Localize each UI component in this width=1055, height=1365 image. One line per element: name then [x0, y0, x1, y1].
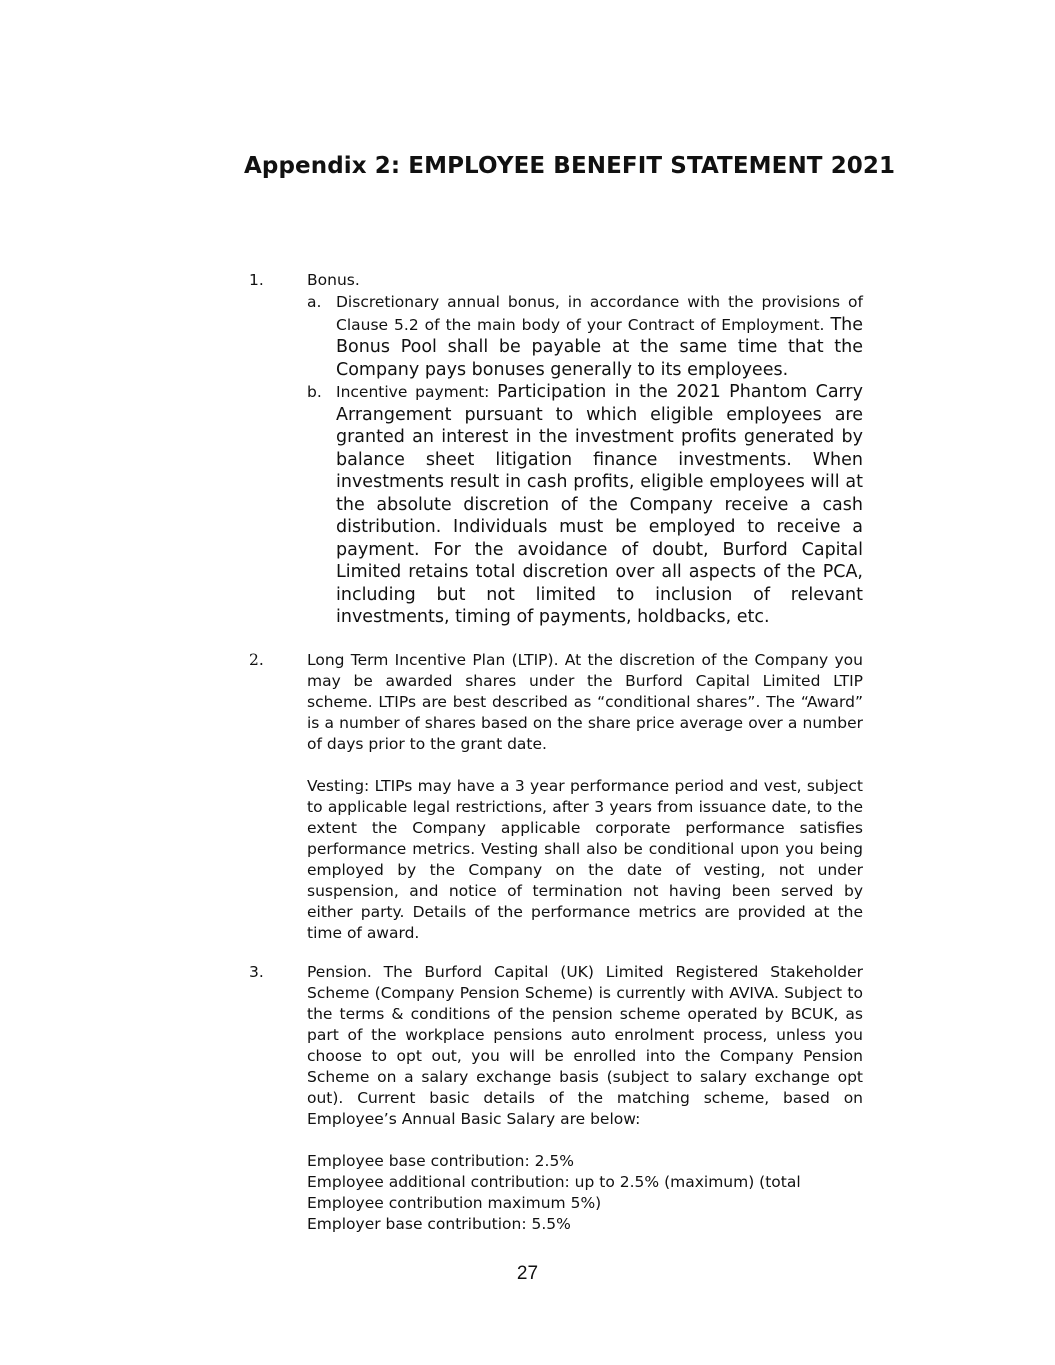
ltip-vesting-paragraph: Vesting: LTIPs may have a 3 year performance period and vest, subject to applicable legal restrictions, after 3 years from issuance date, to the extent the Company applicable corporate performance satisfies performance metrics. Vesting shall also be conditional upon you being employed by the Company on the date of vesting, not under suspension, and notice of termination not having been served by either party. Details of the performance metrics are provided at the time of award. [307, 777, 863, 942]
section-number-bonus: 1. [249, 271, 264, 289]
bonus-item-b-text-large: Participation in the 2021 Phantom Carry Arrangement pursuant to which eligible employees are granted an interest in the investment profits generated by balance sheet litigation finance investments. When investments result in cash profits, eligible employees will at the absolute discretion of the Company receive a cash distribution. Individuals must be employed to receive a payment. For the avoidance of doubt, Burford Capital Limited retains total discretion over all aspects of the PCA, including but not limited to inclusion of relevant investments, timing of payments, holdbacks, etc. [336, 382, 863, 627]
contribution-employee-base: Employee base contribution: 2.5% [307, 1152, 575, 1170]
bonus-item-b [307, 381, 863, 629]
section-number-ltip: 2. [249, 651, 264, 669]
bonus-item-a-label: a. [307, 293, 322, 311]
bonus-item-b-label: b. [307, 383, 322, 401]
page-number: 27 [516, 1263, 539, 1284]
section-ltip [307, 650, 863, 944]
page-title: Appendix 2: EMPLOYEE BENEFIT STATEMENT 2021 [244, 153, 896, 179]
contribution-employer-base: Employer base contribution: 5.5% [307, 1215, 571, 1233]
ltip-paragraph: Long Term Incentive Plan (LTIP). At the discretion of the Company you may be awarded shares under the Burford Capital Limited LTIP scheme. LTIPs are best described as “conditional shares”. The “Award” is a number of shares based on the share price average over a number of days prior to the grant date. [307, 651, 863, 753]
bonus-item-a-text-small: Discretionary annual bonus, in accordance with the provisions of Clause 5.2 of the main body of your Contract of Employment. [336, 293, 863, 334]
bonus-item-b-text-small: Incentive payment: [336, 383, 498, 401]
contribution-employee-additional: Employee additional contribution: up to 2.5% (maximum) (total Employee contribution maximum 5%) [307, 1173, 801, 1212]
section-bonus [307, 270, 863, 629]
pension-paragraph: Pension. The Burford Capital (UK) Limited Registered Stakeholder Scheme (Company Pension Scheme) is currently with AVIVA. Subject to the terms & conditions of the pension scheme operated by BCUK, as part of the workplace pensions auto enrolment process, unless you choose to opt out, you will be enrolled into the Company Pension Scheme on a salary exchange basis (subject to salary exchange opt out). Current basic details of the matching scheme, based on Employee’s Annual Basic Salary are below: [307, 963, 863, 1128]
pension-contribution-list [307, 1151, 827, 1235]
bonus-item-a-text-large: The Bonus Pool shall be payable at the same time that the Company pays bonuses generally to its employees. [336, 314, 863, 380]
section-number-pension: 3. [249, 963, 264, 981]
bonus-heading: Bonus. [307, 271, 360, 289]
bonus-item-a [307, 291, 863, 381]
section-pension [307, 962, 863, 1235]
